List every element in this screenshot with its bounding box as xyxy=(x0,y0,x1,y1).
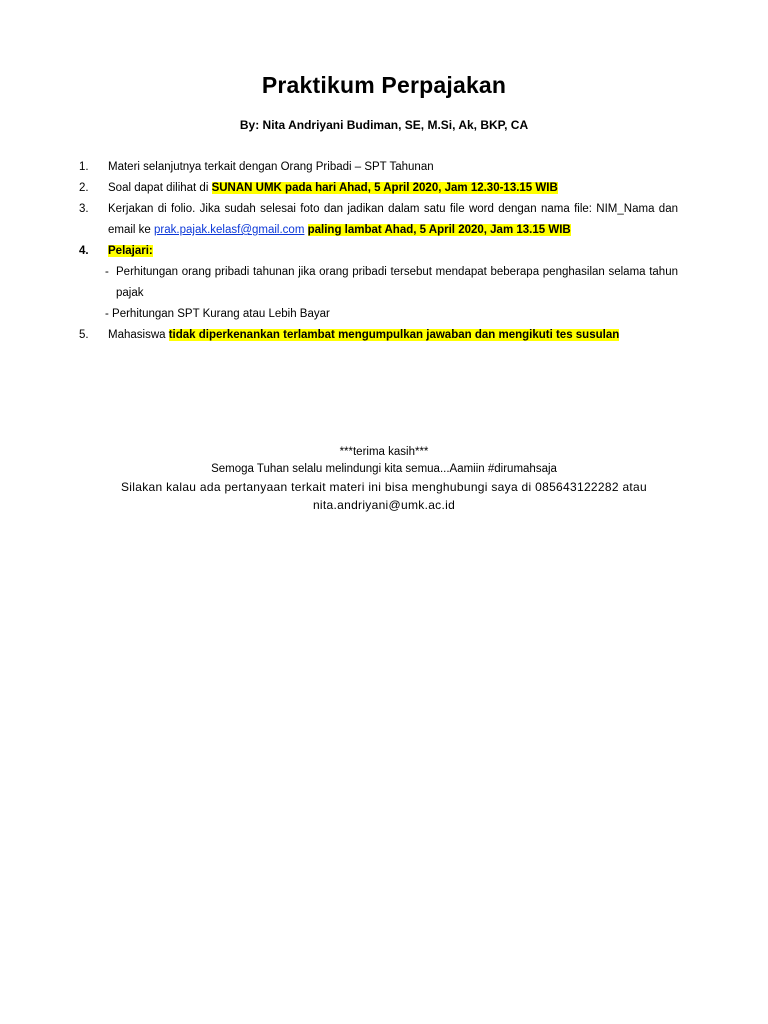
item-number: 2. xyxy=(79,182,89,194)
sub-item-text: Perhitungan orang pribadi tahunan jika orang pribadi tersebut mendapat beberapa penghasilan selama tahun pajak xyxy=(116,266,678,299)
highlighted-text: SUNAN UMK pada hari Ahad, 5 April 2020, Jam 12.30-13.15 WIB xyxy=(211,182,558,194)
dash-bullet: - xyxy=(105,266,109,278)
list-item xyxy=(79,157,678,178)
list-item xyxy=(79,199,678,241)
closing-section xyxy=(0,444,768,514)
list-item xyxy=(79,178,678,199)
item-text: Soal dapat dilihat di xyxy=(108,182,212,194)
item-text: Materi selanjutnya terkait dengan Orang Pribadi – SPT Tahunan xyxy=(108,161,434,173)
document-title: Praktikum Perpajakan xyxy=(261,72,507,98)
list-item xyxy=(79,241,678,262)
contact-email: nita.andriyani@umk.ac.id xyxy=(312,498,456,512)
highlighted-text: paling lambat Ahad, 5 April 2020, Jam 13.15 WIB xyxy=(307,224,571,236)
prayer-line: Semoga Tuhan selalu melindungi kita semua...Aamiin #dirumahsaja xyxy=(211,463,557,475)
item-number: 5. xyxy=(79,329,89,341)
list-item xyxy=(79,325,678,346)
sub-item xyxy=(79,262,678,304)
highlighted-text: tidak diperkenankan terlambat mengumpulkan jawaban dan mengikuti tes susulan xyxy=(168,329,620,341)
email-link[interactable]: prak.pajak.kelasf@gmail.com xyxy=(154,224,305,236)
thanks-line: ***terima kasih*** xyxy=(339,446,429,458)
item-number: 3. xyxy=(79,203,89,215)
instruction-list xyxy=(79,157,678,346)
contact-line: Silakan kalau ada pertanyaan terkait materi ini bisa menghubungi saya di 085643122282 atau xyxy=(120,480,647,494)
highlighted-text: Pelajari: xyxy=(108,245,153,257)
item-text: Kerjakan di folio. Jika sudah selesai foto dan jadikan dalam satu file word dengan nama file: NIM_Nama dan email ke xyxy=(108,203,678,236)
item-number: 4. xyxy=(79,245,89,257)
item-number: 1. xyxy=(79,161,89,173)
author-byline: By: Nita Andriyani Budiman, SE, M.Si, Ak, BKP, CA xyxy=(239,118,529,132)
sub-item: - Perhitungan SPT Kurang atau Lebih Bayar xyxy=(105,308,330,320)
item-text: Mahasiswa xyxy=(108,329,169,341)
